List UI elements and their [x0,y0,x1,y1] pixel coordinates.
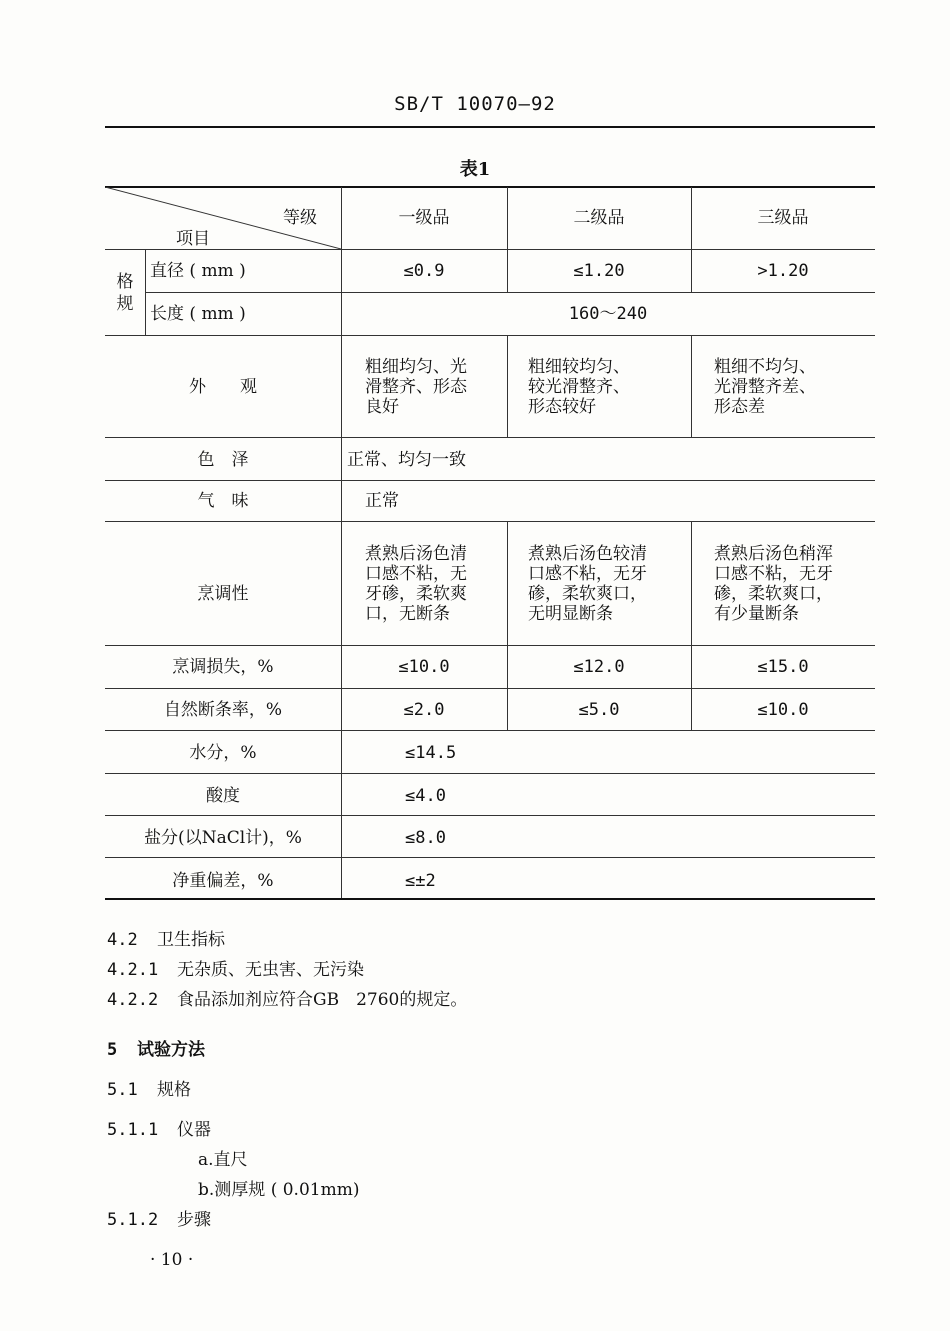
grade-header-label: 等级 [283,208,317,228]
diameter-label: 直径 ( mm ) [150,261,246,281]
moisture-value: ≤14.5 [405,743,457,763]
section-5-title: 试验方法 [137,1040,205,1060]
length-label: 长度 ( mm ) [150,304,246,324]
appearance-grade-3: 粗细不均匀、 光滑整齐差、 形态差 [714,357,816,417]
cooking-loss-label: 烹调损失，% [172,657,274,677]
breakage-grade-2: ≤5.0 [578,700,620,720]
item-header-label: 项目 [176,229,210,249]
row-divider [105,815,875,816]
net-weight-label: 净重偏差，% [172,871,274,891]
net-weight-value: ≤±2 [405,871,436,891]
row-divider [105,437,875,438]
section-4-2-title: 卫生指标 [157,930,225,950]
section-5-1-2-num: 5.1.2 [107,1210,159,1230]
section-5-1-1-num: 5.1.1 [107,1120,159,1140]
appearance-grade-2: 粗细较均匀、 较光滑整齐、 形态较好 [528,357,630,417]
breakage-grade-3: ≤10.0 [757,700,809,720]
row-divider [105,521,875,522]
diameter-grade-2: ≤1.20 [573,261,625,281]
length-value: 160～240 [568,304,648,324]
row-divider [105,645,875,646]
table-caption: 表1 [459,159,491,180]
section-5-1-title: 规格 [157,1080,191,1100]
col-divider [507,521,508,730]
section-5-1-num: 5.1 [107,1080,138,1100]
cooking-loss-grade-1: ≤10.0 [398,657,450,677]
color-value: 正常、均匀一致 [347,450,466,470]
section-5-1-1-title: 仪器 [177,1120,211,1140]
cooking-loss-grade-3: ≤15.0 [757,657,809,677]
salt-label: 盐分(以NaCl计)，% [144,828,302,848]
cooking-loss-grade-2: ≤12.0 [573,657,625,677]
section-4-2-2-text: 食品添加剂应符合GB 2760的规定。 [177,990,468,1010]
table-bottom-border [105,898,875,900]
row-divider [145,292,875,293]
row-divider [105,688,875,689]
acidity-value: ≤4.0 [405,786,446,806]
breakage-label: 自然断条率，% [163,700,283,720]
row-divider [105,249,875,250]
cooking-label: 烹调性 [197,584,249,604]
instrument-b: b.测厚规 ( 0.01mm) [198,1180,360,1200]
header-rule [105,126,875,128]
col-divider [507,335,508,437]
col-divider [691,521,692,730]
row-divider [105,773,875,774]
grade-1-header: 一级品 [398,208,450,228]
instrument-a: a.直尺 [198,1150,248,1170]
salt-value: ≤8.0 [405,828,446,848]
col-divider [145,249,146,335]
cooking-grade-2: 煮熟后汤色较清 口感不粘，无牙 碜，柔软爽口， 无明显断条 [528,544,647,624]
odor-label: 气 味 [197,491,249,511]
page-number: · 10 · [150,1250,194,1270]
section-5-num: 5 [107,1040,118,1060]
odor-value: 正常 [365,491,399,511]
row-divider [105,857,875,858]
breakage-grade-1: ≤2.0 [403,700,445,720]
grade-3-header: 三级品 [757,208,809,228]
section-4-2-num: 4.2 [107,930,138,950]
col-divider [691,335,692,437]
section-4-2-1-num: 4.2.1 [107,960,159,980]
color-label: 色 泽 [197,450,249,470]
moisture-label: 水分，% [189,743,257,763]
cooking-grade-1: 煮熟后汤色清 口感不粘，无 牙碜，柔软爽 口，无断条 [365,544,467,624]
diameter-grade-1: ≤0.9 [403,261,445,281]
cooking-grade-3: 煮熟后汤色稍浑 口感不粘，无牙 碜，柔软爽口， 有少量断条 [714,544,833,624]
row-divider [105,480,875,481]
col-divider [341,187,342,898]
acidity-label: 酸度 [206,786,240,806]
spec-group-label: 格 规 [116,272,134,314]
section-5-1-2-title: 步骤 [177,1210,211,1230]
row-divider [105,730,875,731]
section-4-2-1-text: 无杂质、无虫害、无污染 [177,960,364,980]
section-4-2-2-num: 4.2.2 [107,990,159,1010]
row-divider [105,335,875,336]
diameter-grade-3: >1.20 [757,261,809,281]
appearance-grade-1: 粗细均匀、光 滑整齐、形态 良好 [365,357,467,417]
standard-code: SB/T 10070—92 [394,93,556,115]
grade-2-header: 二级品 [573,208,625,228]
appearance-label: 外 观 [189,377,257,397]
